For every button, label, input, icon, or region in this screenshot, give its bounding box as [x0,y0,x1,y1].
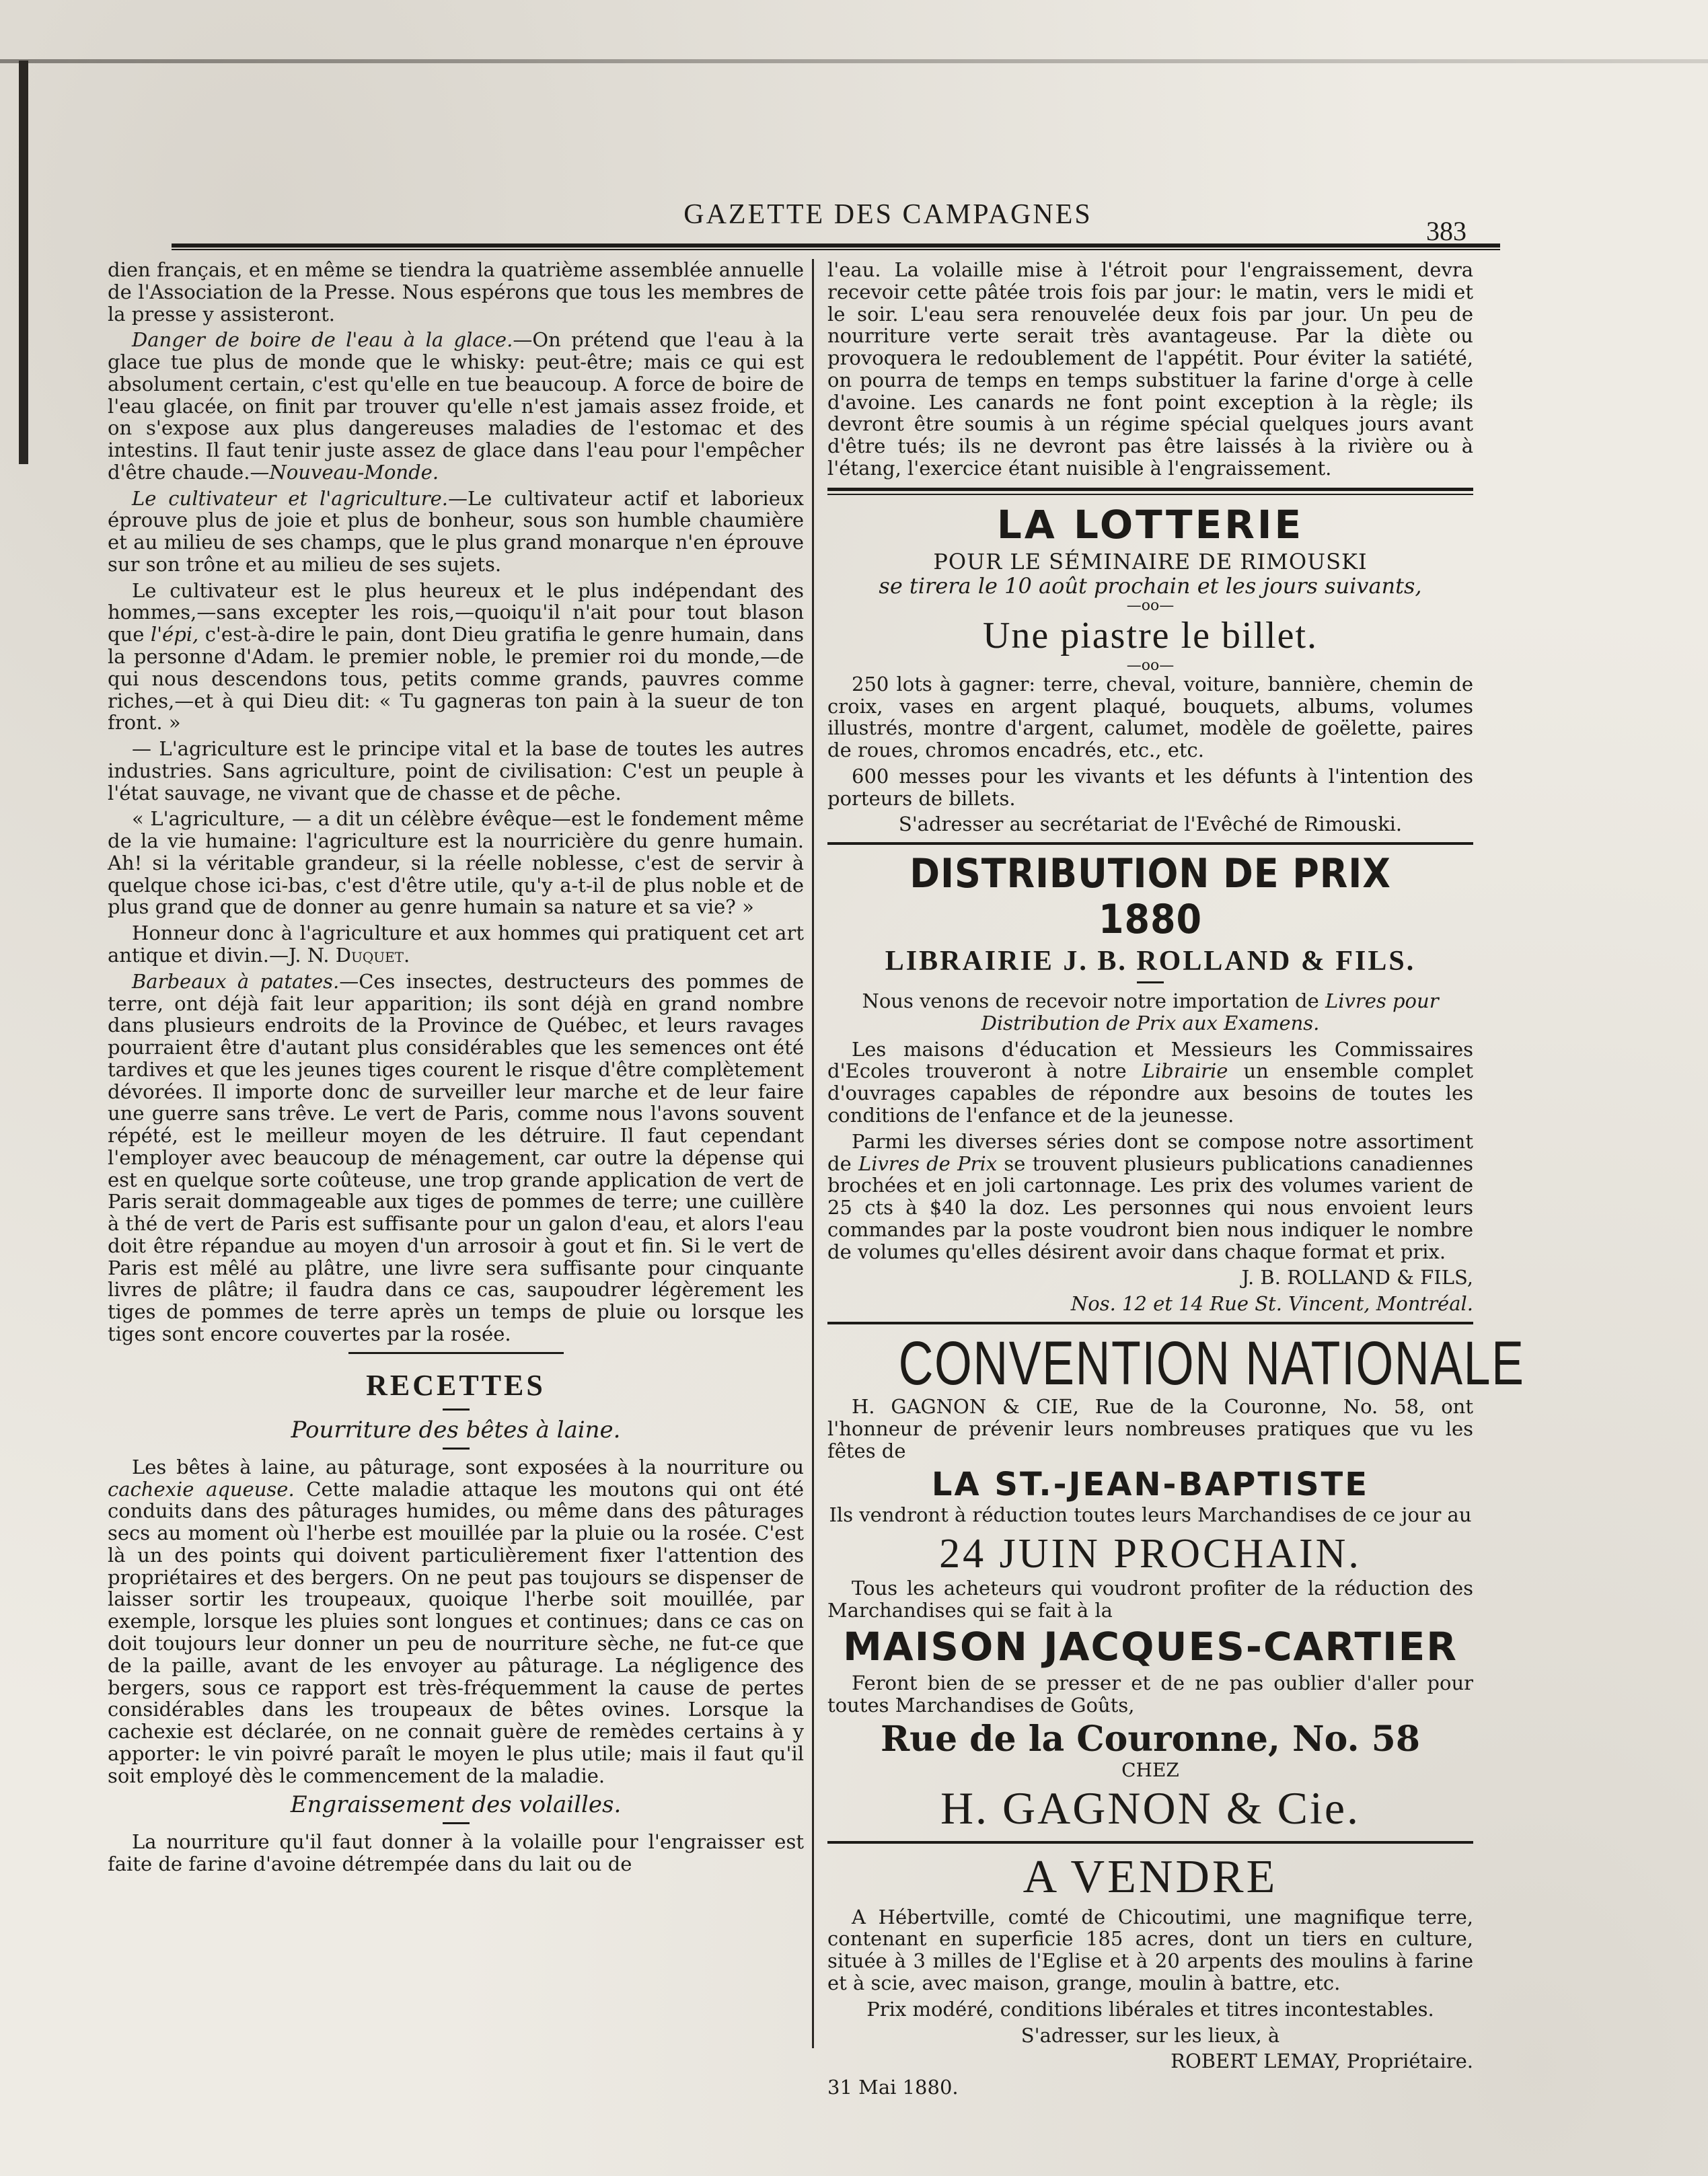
ad-separator [827,842,1473,845]
short-rule [443,1409,470,1411]
paragraph: La nourriture qu'il faut donner à la volaille pour l'engraisser est faite de farine d'avoine détrempée dans du lait ou de [108,1830,804,1875]
paragraph: H. GAGNON & CIE, Rue de la Couronne, No. 58, ont l'honneur de prévenir leurs nombreuses pratiques que vu les fêtes de [827,1395,1473,1463]
paragraph: l'eau. La volaille mise à l'étroit pour l'engraissement, devra recevoir cette pâtée trois fois par jour: le matin, vers le midi et le soir. L'eau sera renouvelée deux fois par jour. Un peu de nourriture verte serait très avantageuse. Par la diète ou provoquera le redoublement de l'appétit. Pour éviter la satiété, on pourra de temps en temps substituer la farine d'orge à celle d'avoine. Les canards ne font point exception à la règle; ils devront être soumis à un régime spécial quelques jours avant d'être tués; ils ne devront pas être laissés à la rivière ou à l'étang, l'exercice étant nuisible à l'engraissement. [827,258,1473,480]
lottery-ad [827,503,1473,835]
lottery-contact: S'adresser au secrétariat de l'Evêché de Rimouski. [898,813,1403,836]
section-title: RECETTES [366,1368,546,1402]
sale-title: A VENDRE [1023,1850,1278,1903]
convention-title: CONVENTION NATIONALE [898,1328,1525,1398]
sale-date: 24 JUIN PROCHAIN. [939,1530,1362,1577]
feast-name: LA ST.-JEAN-BAPTISTE [931,1465,1370,1503]
short-rule [1137,981,1164,983]
convention-ad [827,1328,1525,1834]
chez-label: CHEZ [1121,1759,1179,1782]
publisher-name: LIBRAIRIE J. B. ROLLAND & FILS. [885,945,1416,977]
header-rule [172,243,1500,250]
paragraph: Danger de boire de l'eau à la glace.—On prétend que l'eau à la glace tue plus de monde que le whisky: peut-être; mais ce qui est absolument certain, c'est qu'elle en tue beaucoup. A force de boire de l'eau glacée, on finit par trouver qu'elle n'est jamais assez froide, et on s'expose aux plus dangereuses maladies de l'estomac et des intestins. Il faut tenir juste assez de glace dans l'eau pour l'empêcher d'être chaude.—Nouveau-Monde. [108,328,805,484]
ornament: —oo— [1126,656,1175,674]
scan-edge-top [0,59,1708,63]
paragraph: S'adresser, sur les lieux, à [1020,2023,1280,2047]
lottery-subtitle: POUR LE SÉMINAIRE DE RIMOUSKI [933,549,1368,575]
lottery-date: se tirera le 10 août prochain et les jours suivants, [879,573,1422,599]
right-column [827,258,1525,2103]
ad-signature: J. B. ROLLAND & FILS, [1241,1266,1473,1289]
short-rule [443,1448,470,1450]
distribution-title: DISTRIBUTION DE PRIX 1880 [909,850,1391,943]
paragraph: Prix modéré, conditions libérales et titres incontestables. [866,1997,1434,2021]
left-column [108,259,804,1879]
source: Nouveau-Monde. [269,460,439,484]
paragraph: — L'agriculture est le principe vital et la base de toutes les autres industries. Sans agriculture, point de civilisation: C'est un peuple à l'état sauvage, ne vivant que de chasse et de pêche. [108,737,804,804]
paragraph: Les maisons d'éducation et Messieurs les Commissaires d'Ecoles trouveront à notre Librairie un ensemble complet d'ouvrages capables de répondre aux besoins de toutes les conditions de l'enfance et de la jeunesse. [827,1037,1473,1127]
article-heading: Barbeaux à patates. [132,969,340,993]
article-heading: Danger de boire de l'eau à la glace. [132,328,513,352]
for-sale-ad [827,1850,1473,2099]
paragraph: Nous venons de recevoir notre importation de Livres pour Distribution de Prix aux Examens. [862,989,1439,1035]
lottery-price: Une piastre le billet. [982,614,1319,656]
page-number: 383 [1426,216,1466,246]
ad-separator [827,1841,1473,1844]
ad-separator [827,488,1473,495]
owner-name: ROBERT LEMAY, Propriétaire. [1171,2050,1473,2073]
recipe-title: Engraissement des volailles. [290,1791,622,1819]
article-heading: Le cultivateur et l'agriculture. [132,486,449,510]
lottery-body: 250 lots à gagner: terre, cheval, voiture, bannière, chemin de croix, vases en argent plaqué, bouquets, albums, volumes illustrés, montre d'argent, calumet, modèle de goëlette, paires de roues, chromos encadrés, etc., etc. [827,672,1473,762]
store-name: MAISON JACQUES-CARTIER [843,1624,1458,1670]
ad-date: 31 Mai 1880. [827,2076,959,2099]
section-rule [348,1352,564,1354]
paragraph: Les bêtes à laine, au pâturage, sont exposées à la nourriture ou cachexie aqueuse. Cette maladie attaque les moutons qui ont été conduits dans des pâturages humides, ou même dans des pâturages secs au moment où l'herbe est mouillée par la pluie ou la rosée. C'est là un des points qui doivent particulièrement fixer l'attention des propriétaires et des bergers. On ne peut pas toujours se dispenser de laisser sortir les troupeaux, quoique l'herbe soit mouillée, par exemple, lorsque les pluies sont longues et continues; dans ce cas on doit toujours leur donner un peu de nourriture sèche, ne fut-ce que de la paille, avant de les envoyer au pâturage. La négligence des bergers, sous ce rapport est très-fréquemment la cause de pertes considérables dans les troupeaux de bêtes ovines. Lorsque la cachexie est déclarée, on ne connait guère de remèdes certains à y apporter: le vin poivré paraît le moyen le plus utile; mais il faut qu'il soit employé dès le commencement de la maladie. [108,1455,805,1787]
paragraph: Honneur donc à l'agriculture et aux hommes qui pratiquent cet art antique et divin.—J. N. Duquet. [108,922,804,967]
paragraph: Feront bien de se presser et de ne pas oublier d'aller pour toutes Marchandises de Goûts, [827,1671,1473,1717]
ad-separator [827,1322,1473,1324]
paragraph: dien français, et en même se tiendra la quatrième assemblée annuelle de l'Association de la Presse. Nous espérons que tous les membres de la presse y assisteront. [108,258,804,326]
recipe-title: Pourriture des bêtes à laine. [291,1417,621,1444]
running-head: GAZETTE DES CAMPAGNES [683,199,1092,230]
paragraph: Tous les acheteurs qui voudront profiter de la réduction des Marchandises qui se fait à la [827,1576,1473,1622]
paragraph: Barbeaux à patates.—Ces insectes, destructeurs des pommes de terre, ont déjà fait leur apparition; ils sont déjà en grand nombre dans plusieurs endroits de la Province de Québec, et leurs ravages pourraient être d'autant plus considérables que les semences ont été tardives et que les jeunes tiges courent le risque d'être complètement dévorées. Il importe donc de surveiller leur marche et de leur faire une guerre sans trêve. Le vert de Paris, comme nous l'avons souvent répété, est le meilleur moyen de les détruire. Il faut cependant l'employer avec beaucoup de ménagement, car outre la dépense qui est en quelque sorte coûteuse, une trop grande application de vert de Paris serait dommageable aux tiges de pommes de terre; une cuillère à thé de vert de Paris est suffisante pour un galon d'eau, et alors l'eau doit être répandue au moyen d'un arrosoir à gout et fin. Si le vert de Paris est mêlé au plâtre, une livre sera suffisante pour cinquante livres de plâtre; il faudra dans ce cas, saupoudrer légèrement les tiges de pommes de terre après un temps de pluie ou lorsque les tiges sont encore couvertes par la rosée. [108,969,804,1345]
paragraph: Ils vendront à réduction toutes leurs Marchandises de ce jour au [829,1503,1472,1527]
merchant-name: H. GAGNON & Cie. [940,1782,1361,1834]
paragraph: Le cultivateur et l'agriculture.—Le cultivateur actif et laborieux éprouve plus de joie et plus de bonheur, sous son humble chaumière et au milieu de ses champs, que le plus grand monarque n'en éprouve sur son trône et au milieu de ses sujets. [108,486,804,576]
scan-edge-left [19,61,28,464]
street-address: Rue de la Couronne, No. 58 [880,1719,1421,1760]
paragraph: « L'agriculture, — a dit un célèbre évêque—est le fondement même de la vie humaine: l'agriculture est la nourricière du genre humain. Ah! si la véritable grandeur, si la réelle noblesse, c'est de servir à quelque chose ici-bas, c'est d'être utile, qu'y a-t-il de plus noble et de plus grand que de donner au genre humain sa nature et sa vie? » [108,807,804,919]
author-signature: Duquet. [335,943,410,967]
column-divider [812,259,814,2048]
paragraph: A Hébertville, comté de Chicoutimi, une magnifique terre, contenant en superficie 185 acres, dont un tiers en culture, située à 3 milles de l'Eglise et à 20 arpents des moulins à farine et à scie, avec maison, grange, moulin à battre, etc. [827,1905,1473,1995]
paragraph: Le cultivateur est le plus heureux et le plus indépendant des hommes,—sans excepter les rois,—quoiqu'il n'ait pour tout blason que l'épi, c'est-à-dire le pain, dont Dieu gratifia le genre humain, dans la personne d'Adam. le premier noble, le premier roi du monde,—de qui nous descendons tous, petits comme grands, pauvres comme riches,—et à qui Dieu dit: « Tu gagneras ton pain à la sueur de ton front. » [108,578,805,735]
ad-address: Nos. 12 et 14 Rue St. Vincent, Montréal. [1070,1292,1473,1316]
lottery-body: 600 messes pour les vivants et les défunts à l'intention des porteurs de billets. [827,764,1473,810]
lottery-title: LA LOTTERIE [996,501,1304,548]
short-rule [443,1822,470,1824]
book-distribution-ad [827,852,1473,1315]
ornament: —oo— [1126,597,1175,614]
paragraph: Parmi les diverses séries dont se compose notre assortiment de Livres de Prix se trouvent plusieurs publications canadiennes brochées et en joli cartonnage. Les prix des volumes varient de 25 cts à $40 la doz. Les personnes qui nous envoient leurs commandes par la poste voudront bien nous indiquer le nombre de volumes qu'elles désirent avoir dans chaque format et prix. [827,1129,1474,1263]
